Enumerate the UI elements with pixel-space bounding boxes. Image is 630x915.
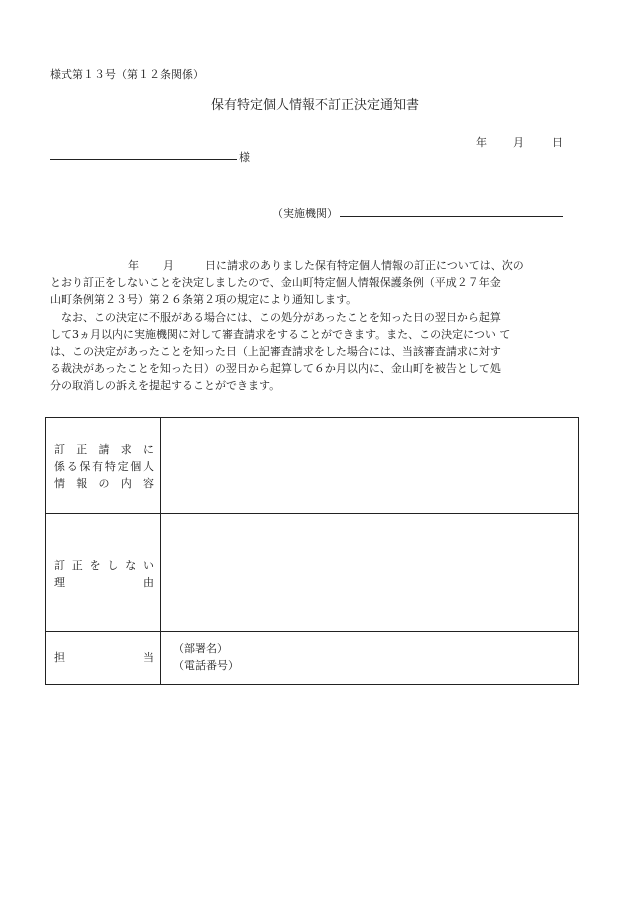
table-row-reason bbox=[46, 513, 578, 632]
body-line-3: 山町条例第２３号）第２６条第２項の規定により通知します。 bbox=[50, 293, 358, 306]
body-line-6: は、この決定があったことを知った日（上記審査請求をした場合には、当該審査請求に対す bbox=[50, 345, 501, 358]
correction-content-field[interactable] bbox=[161, 418, 578, 513]
body-line-2: とおり訂正をしないことを決定しましたので、金山町特定個人情報保護条例（平成２７年金 bbox=[50, 276, 501, 289]
body-line-5: して3ヵ月以内に実施機関に対して審査請求をすることができます。また、この決定につい て bbox=[50, 328, 511, 341]
date-month-label: 月 bbox=[513, 136, 524, 149]
body-month-label: 月 bbox=[163, 259, 174, 272]
row-label-line: 情報の内容 bbox=[54, 477, 154, 490]
body-year-label: 年 bbox=[128, 259, 139, 272]
department-label: （部署名） bbox=[173, 642, 228, 655]
date-day-label: 日 bbox=[552, 136, 563, 149]
body-line-1-text: 日に請求のありました保有特定個人情報の訂正については、次の bbox=[205, 259, 524, 272]
row-label-line: 理由 bbox=[54, 576, 154, 589]
agency-name-line[interactable] bbox=[340, 216, 563, 217]
phone-label: （電話番号） bbox=[173, 659, 239, 672]
recipient-honorific: 様 bbox=[239, 151, 250, 164]
table-row-contact bbox=[46, 631, 578, 684]
row-label-cell bbox=[46, 418, 161, 513]
agency-label: （実施機関） bbox=[272, 207, 338, 220]
recipient-name-line[interactable] bbox=[50, 159, 237, 160]
reason-field[interactable] bbox=[161, 513, 578, 631]
body-line-8: 分の取消しの訴えを提起することができます。 bbox=[50, 379, 281, 392]
form-number: 様式第１３号（第１２条関係） bbox=[50, 68, 204, 81]
details-table bbox=[45, 417, 579, 685]
row-label-cell bbox=[46, 631, 161, 684]
contact-field[interactable] bbox=[161, 631, 578, 684]
date-year-label: 年 bbox=[476, 136, 487, 149]
row-label-line: 訂正請求に bbox=[54, 443, 154, 456]
row-label-line: 係る保有特定個人 bbox=[54, 460, 154, 473]
table-row-correction-content bbox=[46, 418, 578, 514]
document-title: 保有特定個人情報不訂正決定通知書 bbox=[210, 98, 419, 113]
body-line-4: なお、この決定に不服がある場合には、この処分があったことを知った日の翌日から起算 bbox=[50, 311, 501, 324]
body-line-7: る裁決があったことを知った日）の翌日から起算して６か月以内に、金山町を被告として処 bbox=[50, 362, 501, 375]
row-label-line: 訂正をしない bbox=[54, 559, 154, 572]
row-label-line: 担当 bbox=[54, 651, 154, 664]
row-label-cell bbox=[46, 513, 161, 631]
